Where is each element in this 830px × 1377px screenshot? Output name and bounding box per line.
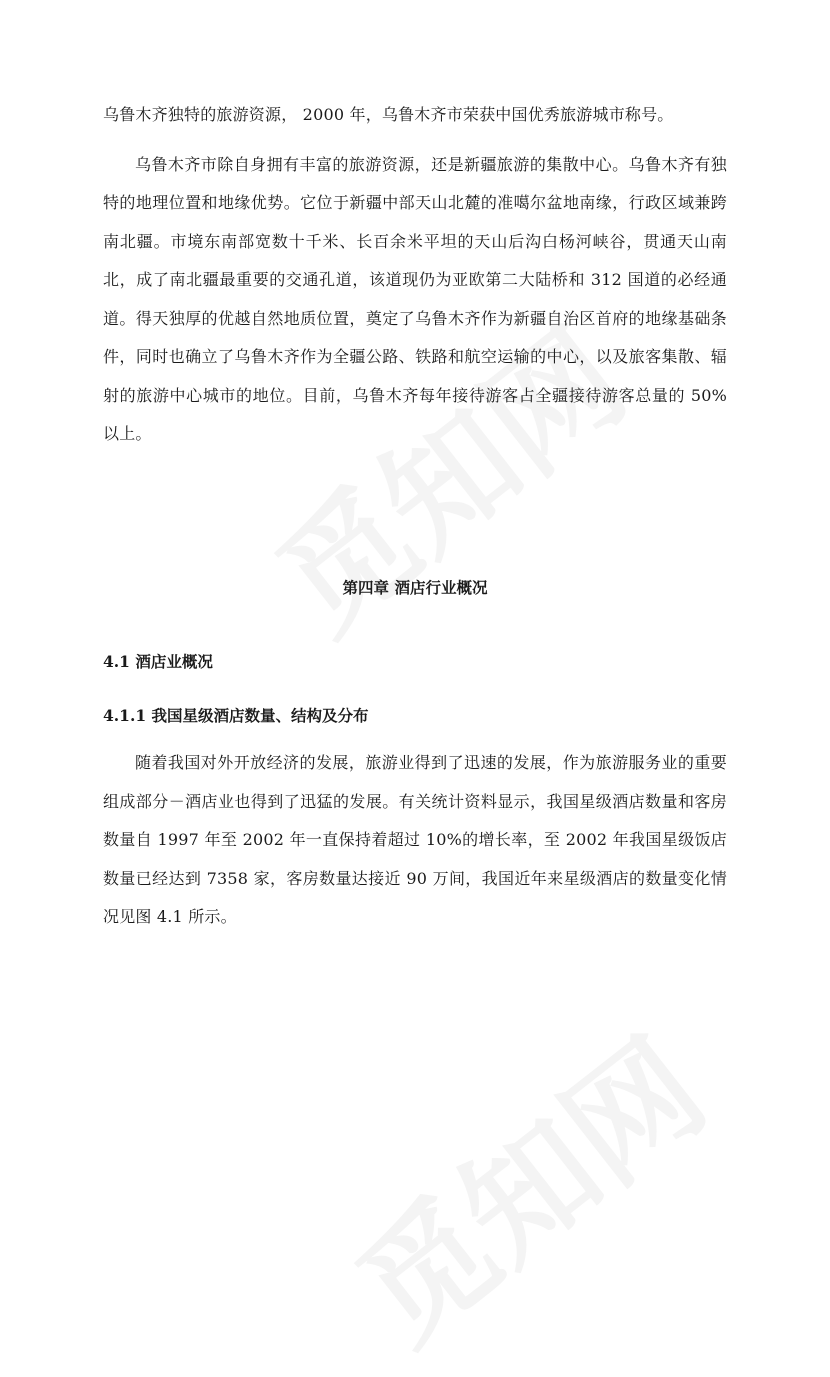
paragraph-hotel-growth: 随着我国对外开放经济的发展，旅游业得到了迅速的发展，作为旅游服务业的重要组成部分－酒店业也得到了迅猛的发展。有关统计资料显示，我国星级酒店数量和客房数量自 1997 年至 2002 年一直保持着超过 10%的增长率，至 2002 年我国星级饭店数量已经达到 7358 家，客房数量达接近 90 万间，我国近年来星级酒店的数量变化情况见图 4.1 所示。 — [103, 753, 727, 926]
watermark-lower — [314, 990, 736, 1377]
document-body — [103, 96, 727, 926]
paragraph-continuation: 乌鲁木齐独特的旅游资源， 2000 年，乌鲁木齐市荣获中国优秀旅游城市称号。 — [103, 105, 674, 124]
paragraph-urumqi-hub: 乌鲁木齐市除自身拥有丰富的旅游资源，还是新疆旅游的集散中心。乌鲁木齐有独特的地理位置和地缘优势。它位于新疆中部天山北麓的准噶尔盆地南缘，行政区域兼跨南北疆。市境东南部宽数十千米、长百余米平坦的天山后沟白杨河峡谷，贯通天山南北，成了南北疆最重要的交通孔道，该道现仍为亚欧第二大陆桥和 312 国道的必经通道。得天独厚的优越自然地质位置，奠定了乌鲁木齐作为新疆自治区首府的地缘基础条件，同时也确立了乌鲁木齐作为全疆公路、铁路和航空运输的中心，以及旅客集散、辐射的旅游中心城市的地位。目前，乌鲁木齐每年接待游客占全疆接待游客总量的 50%以上。 — [103, 154, 727, 443]
section-title: 4.1 酒店业概况 — [103, 652, 213, 671]
chapter-title: 第四章 酒店行业概况 — [342, 578, 488, 597]
subsection-title: 4.1.1 我国星级酒店数量、结构及分布 — [103, 706, 369, 725]
